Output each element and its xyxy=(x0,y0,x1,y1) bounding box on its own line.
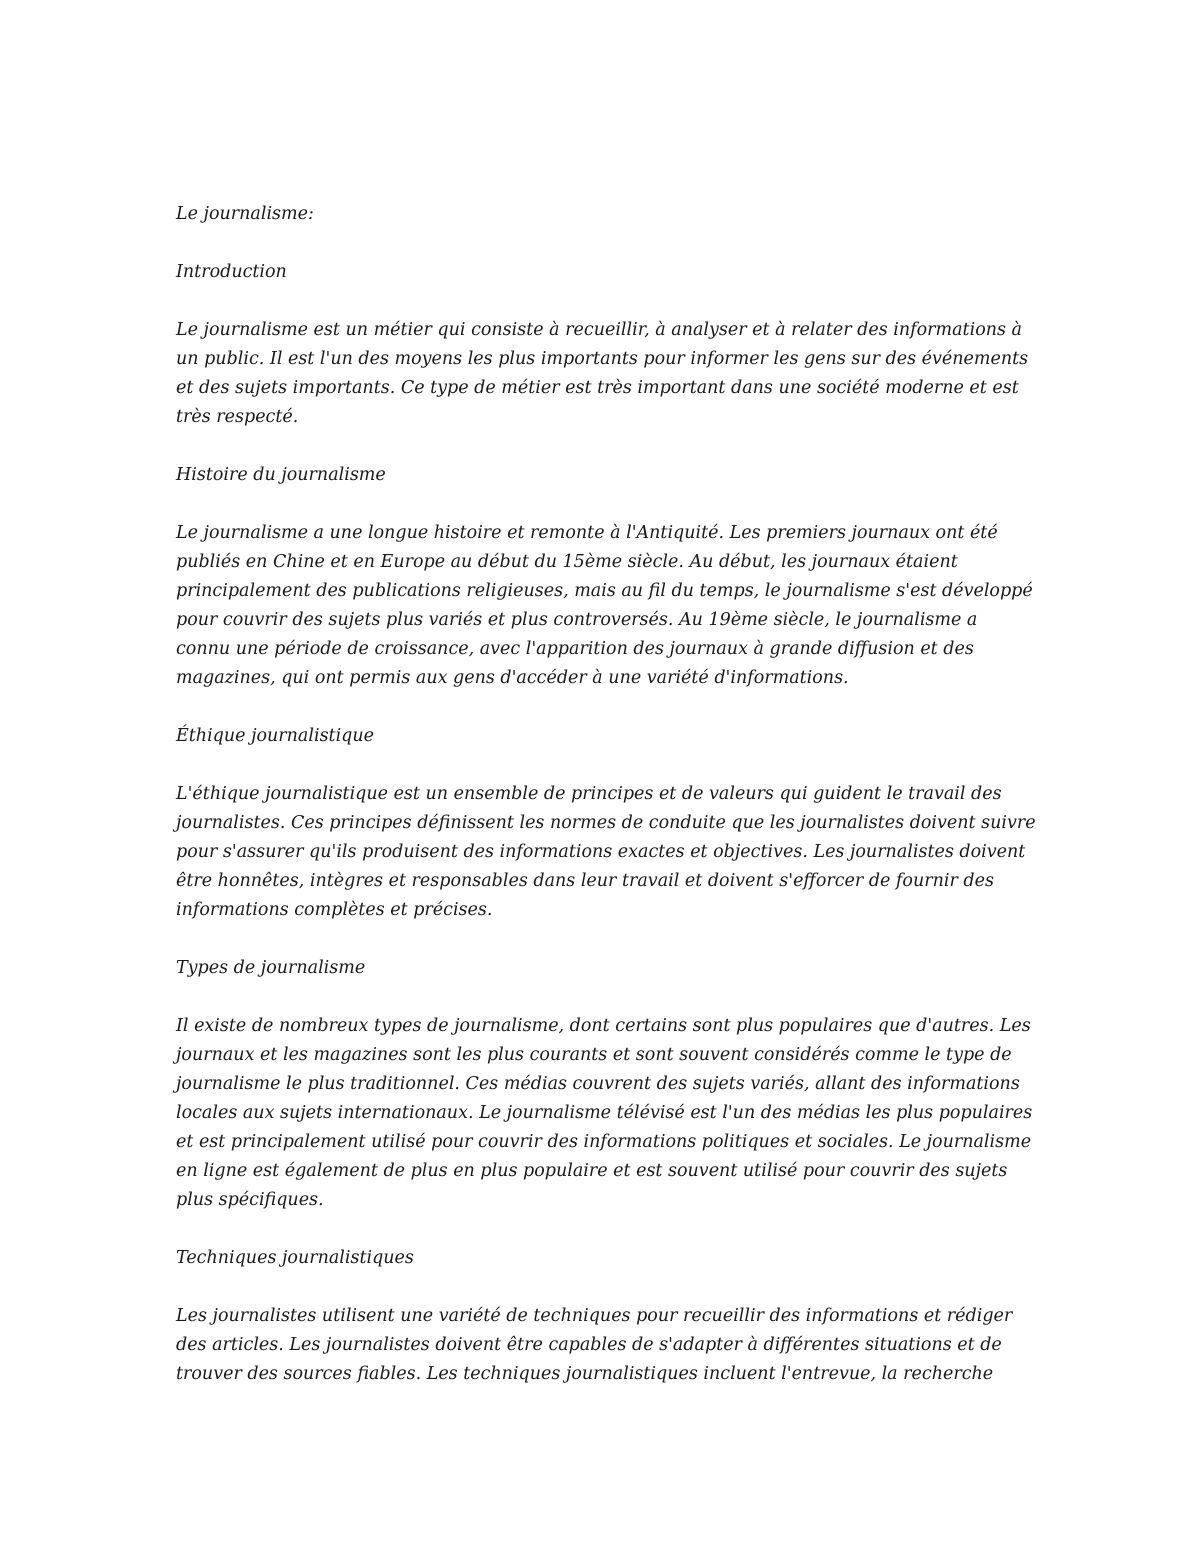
document-body xyxy=(176,200,1036,1418)
section-body-ethique: L'éthique journalistique est un ensemble de principes et de valeurs qui guident le travail des journalistes. Ces principes définissent les normes de conduite que les journalistes doivent suivre pour s'assurer qu'ils produisent des informations exactes et objectives. Les journalistes doivent être honnêtes, intègres et responsables dans leur travail et doivent s'efforcer de fournir des informations complètes et précises. xyxy=(176,784,1036,920)
section-heading-ethique: Éthique journalistique xyxy=(176,726,375,746)
section-heading-types: Types de journalisme xyxy=(176,958,366,978)
section-body-introduction: Le journalisme est un métier qui consiste à recueillir, à analyser et à relater des informations à un public. Il est l'un des moyens les plus importants pour informer les gens sur des événements et des sujets importants. Ce type de métier est très important dans une société moderne et est très respecté. xyxy=(176,320,1029,427)
section-body-histoire: Le journalisme a une longue histoire et remonte à l'Antiquité. Les premiers journaux ont été publiés en Chine et en Europe au début du 15ème siècle. Au début, les journaux étaient principalement des publications religieuses, mais au fil du temps, le journalisme s'est développé pour couvrir des sujets plus variés et plus controversés. Au 19ème siècle, le journalisme a connu une période de croissance, avec l'apparition des journaux à grande diffusion et des magazines, qui ont permis aux gens d'accéder à une variété d'informations. xyxy=(176,523,1033,688)
section-heading-introduction: Introduction xyxy=(176,262,287,282)
section-body-techniques: Les journalistes utilisent une variété de techniques pour recueillir des informations et rédiger des articles. Les journalistes doivent être capables de s'adapter à différentes situations et de trouver des sources fiables. Les techniques journalistiques incluent l'entrevue, la recherche xyxy=(176,1306,1013,1384)
section-body-types: Il existe de nombreux types de journalisme, dont certains sont plus populaires que d'autres. Les journaux et les magazines sont les plus courants et sont souvent considérés comme le type de journalisme le plus traditionnel. Ces médias couvrent des sujets variés, allant des informations locales aux sujets internationaux. Le journalisme télévisé est l'un des médias les plus populaires et est principalement utilisé pour couvrir des informations politiques et sociales. Le journalisme en ligne est également de plus en plus populaire et est souvent utilisé pour couvrir des sujets plus spécifiques. xyxy=(176,1016,1033,1210)
section-heading-techniques: Techniques journalistiques xyxy=(176,1248,414,1268)
section-heading-histoire: Histoire du journalisme xyxy=(176,465,386,485)
document-title: Le journalisme: xyxy=(176,204,314,224)
